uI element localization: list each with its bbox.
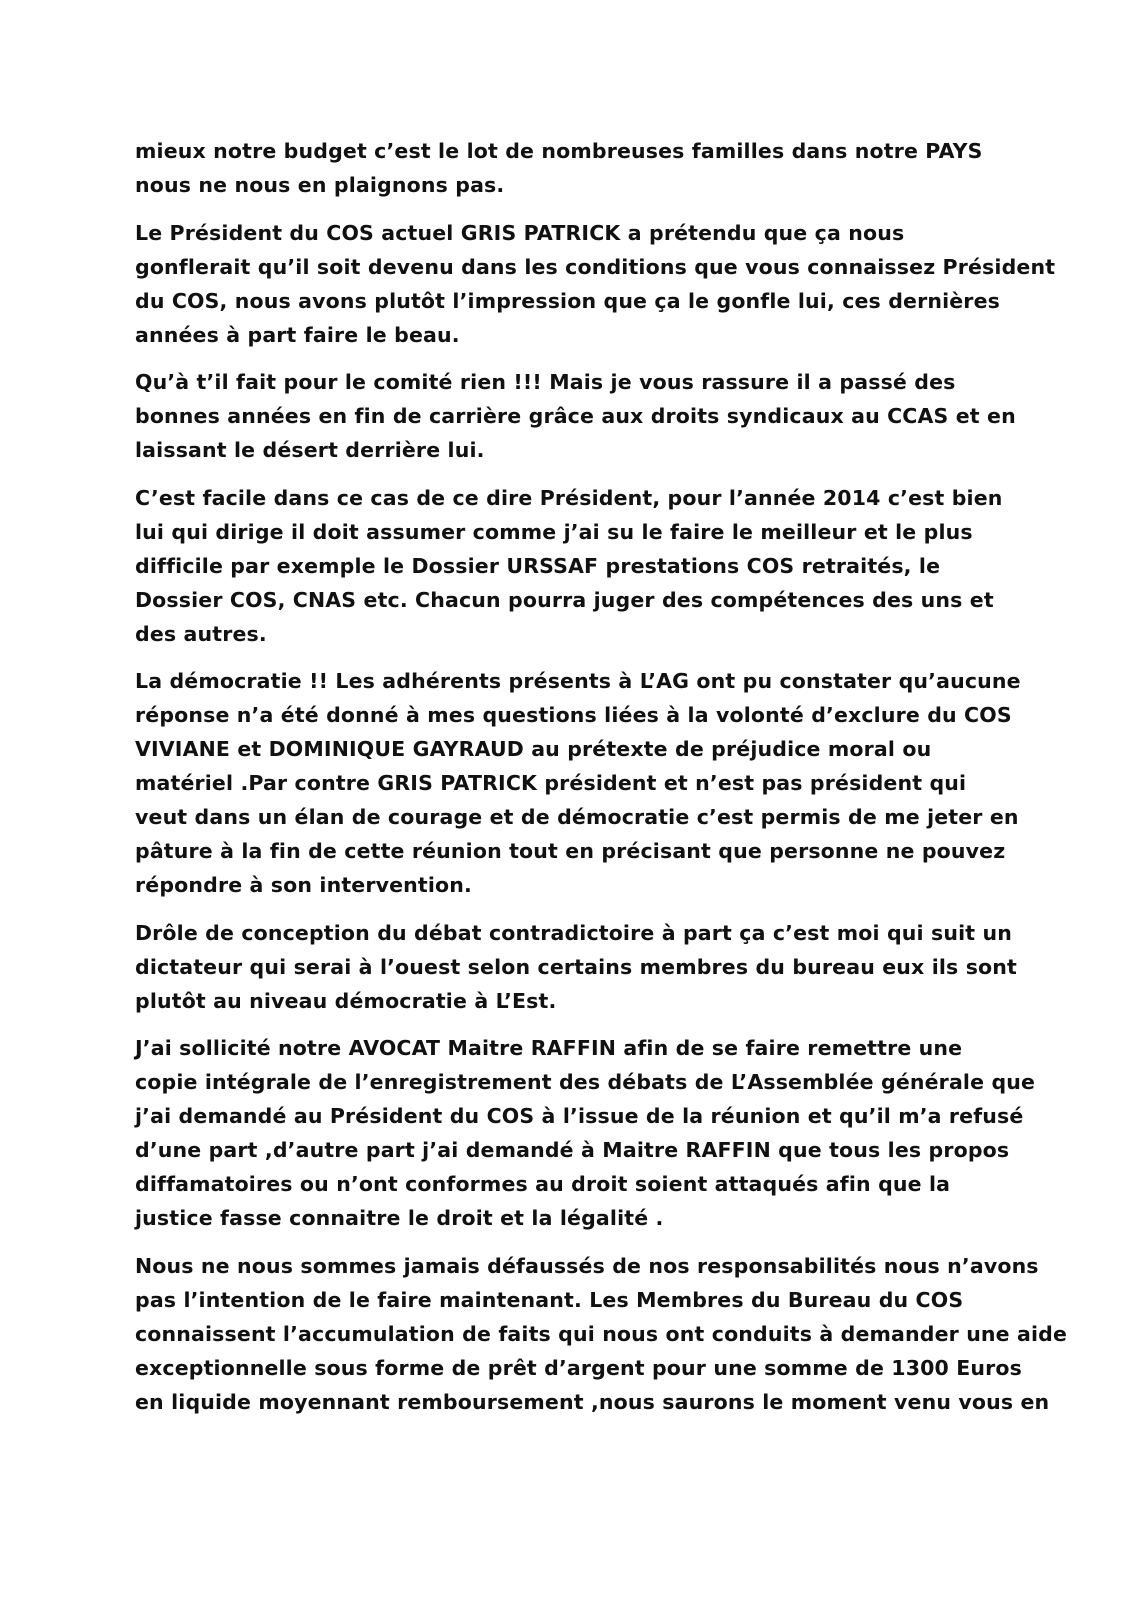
- text-line: VIVIANE et DOMINIQUE GAYRAUD au prétexte de préjudice moral ou: [135, 737, 932, 761]
- text-line: veut dans un élan de courage et de démocratie c’est permis de me jeter en: [135, 805, 1019, 829]
- text-line: nous ne nous en plaignons pas.: [135, 173, 505, 197]
- text-line: en liquide moyennant remboursement ,nous saurons le moment venu vous en: [135, 1389, 1050, 1414]
- text-line: pâture à la fin de cette réunion tout en précisant que personne ne pouvez: [135, 839, 1006, 863]
- text-line: justice fasse connaitre le droit et la légalité .: [135, 1206, 664, 1230]
- text-line: Nous ne nous sommes jamais défaussés de nos responsabilités nous n’avons: [135, 1253, 1039, 1278]
- text-line: matériel .Par contre GRIS PATRICK président et n’est pas président qui: [135, 771, 967, 795]
- text-line: Qu’à t’il fait pour le comité rien !!! Mais je vous rassure il a passé des: [135, 370, 956, 394]
- paragraph-comite: [135, 365, 1015, 467]
- text-line: exceptionnelle sous forme de prêt d’argent pour une somme de 1300 Euros: [135, 1355, 1022, 1380]
- text-line: copie intégrale de l’enregistrement des débats de L’Assemblée générale que: [135, 1070, 1036, 1094]
- text-line: pas l’intention de le faire maintenant. Les Membres du Bureau du COS: [135, 1287, 964, 1312]
- text-line: mieux notre budget c’est le lot de nombreuses familles dans notre PAYS: [135, 139, 983, 163]
- text-line: connaissent l’accumulation de faits qui nous ont conduits à demander une aide: [135, 1321, 1068, 1346]
- text-line: du COS, nous avons plutôt l’impression que ça le gonfle lui, ces dernières: [135, 288, 1000, 313]
- text-line: C’est facile dans ce cas de ce dire Président, pour l’année 2014 c’est bien: [135, 485, 1003, 510]
- text-line: années à part faire le beau.: [135, 322, 460, 347]
- paragraph-budget: [135, 134, 1015, 202]
- text-line: Drôle de conception du débat contradictoire à part ça c’est moi qui suit un: [135, 920, 1012, 945]
- text-line: j’ai demandé au Président du COS à l’issue de la réunion et qu’il m’a refusé: [135, 1104, 1024, 1128]
- text-line: lui qui dirige il doit assumer comme j’ai su le faire le meilleur et le plus: [135, 519, 973, 544]
- text-line: réponse n’a été donné à mes questions liées à la volonté d’exclure du COS: [135, 703, 1012, 727]
- paragraph-2014: [135, 481, 1015, 651]
- text-line: d’une part ,d’autre part j’ai demandé à Maitre RAFFIN que tous les propos: [135, 1138, 1010, 1162]
- text-line: gonflerait qu’il soit devenu dans les conditions que vous connaissez Président: [135, 254, 1056, 279]
- text-line: plutôt au niveau démocratie à L’Est.: [135, 988, 557, 1013]
- text-line: des autres.: [135, 621, 267, 646]
- text-line: bonnes années en fin de carrière grâce aux droits syndicaux au CCAS et en: [135, 404, 1016, 428]
- text-line: Le Président du COS actuel GRIS PATRICK a prétendu que ça nous: [135, 220, 905, 245]
- paragraph-avocat: [135, 1031, 1036, 1235]
- paragraph-democratie: [135, 664, 1021, 902]
- text-line: diffamatoires ou n’ont conformes au droit soient attaqués afin que la: [135, 1172, 951, 1196]
- text-line: laissant le désert derrière lui.: [135, 438, 485, 462]
- text-line: Dossier COS, CNAS etc. Chacun pourra juger des compétences des uns et: [135, 587, 994, 612]
- paragraph-debat: [135, 916, 1015, 1018]
- paragraph-responsabilites: [135, 1249, 1068, 1419]
- text-line: J’ai sollicité notre AVOCAT Maitre RAFFIN afin de se faire remettre une: [135, 1036, 963, 1060]
- text-line: difficile par exemple le Dossier URSSAF prestations COS retraités, le: [135, 553, 941, 578]
- document-body: [135, 134, 1068, 1432]
- text-line: La démocratie !! Les adhérents présents à L’AG ont pu constater qu’aucune: [135, 669, 1021, 693]
- text-line: dictateur qui serai à l’ouest selon certains membres du bureau eux ils sont: [135, 954, 1017, 979]
- paragraph-president: [135, 216, 1056, 352]
- text-line: répondre à son intervention.: [135, 873, 472, 897]
